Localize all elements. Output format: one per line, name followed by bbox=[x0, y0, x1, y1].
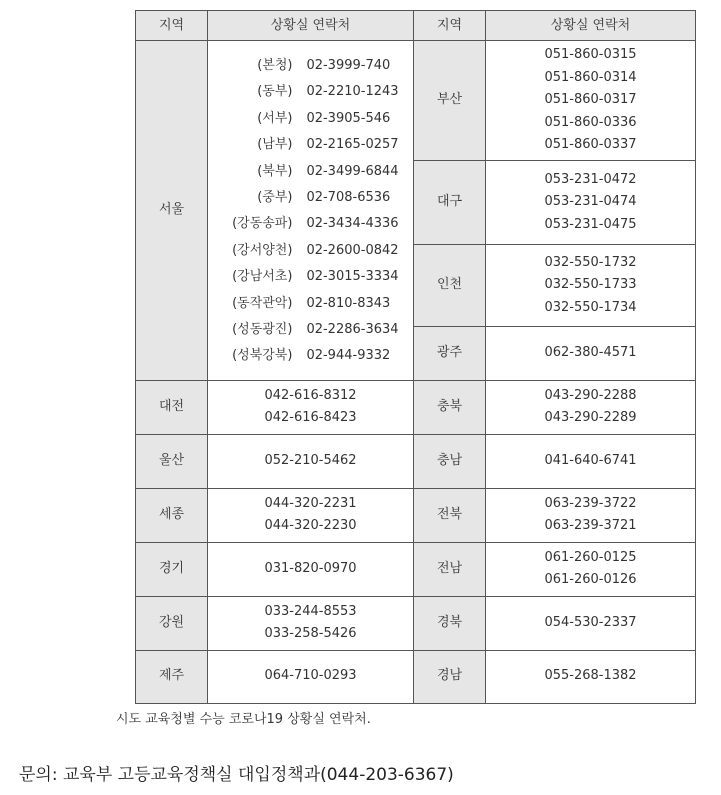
office-label: (서부) bbox=[257, 110, 293, 126]
phone-number: 032-550-1732 bbox=[544, 254, 637, 270]
region-phones bbox=[208, 650, 414, 703]
office-phone: 02-2210-1243 bbox=[306, 84, 399, 100]
region-phones bbox=[486, 245, 696, 327]
seoul-office-row bbox=[222, 211, 398, 237]
phone-number: 051-860-0336 bbox=[544, 114, 637, 130]
region-name: 전남 bbox=[414, 542, 486, 596]
phone-number: 042-616-8312 bbox=[264, 387, 357, 403]
phone-number: 044-320-2230 bbox=[264, 518, 357, 534]
phone-number: 033-244-8553 bbox=[264, 603, 357, 619]
office-phone: 02-2600-0842 bbox=[306, 242, 399, 258]
office-label: (성동광진) bbox=[232, 321, 293, 337]
phone-number: 033-258-5426 bbox=[264, 626, 357, 642]
region-phones bbox=[208, 434, 414, 488]
region-name: 울산 bbox=[136, 434, 208, 488]
table-row bbox=[136, 434, 696, 488]
office-label: (본청) bbox=[257, 58, 293, 73]
region-phones bbox=[486, 160, 696, 244]
region-phones bbox=[208, 380, 414, 434]
region-name: 부산 bbox=[414, 41, 486, 161]
contact-table bbox=[135, 10, 696, 704]
phone-number: 051-860-0317 bbox=[544, 92, 637, 108]
phone-number: 042-616-8423 bbox=[264, 410, 357, 426]
region-name-seoul: 서울 bbox=[136, 41, 208, 381]
office-label: (동부) bbox=[257, 84, 293, 100]
region-name: 강원 bbox=[136, 596, 208, 650]
region-phones bbox=[486, 434, 696, 488]
office-phone: 02-708-6536 bbox=[306, 189, 391, 205]
seoul-office-row bbox=[222, 317, 398, 343]
seoul-contacts bbox=[208, 41, 414, 381]
office-label: (북부) bbox=[257, 163, 293, 179]
phone-number: 052-210-5462 bbox=[264, 452, 357, 468]
phone-number: 054-530-2337 bbox=[544, 614, 637, 630]
phone-number: 053-231-0474 bbox=[544, 194, 637, 210]
region-name: 경북 bbox=[414, 596, 486, 650]
table-row bbox=[136, 596, 696, 650]
seoul-office-list bbox=[222, 41, 398, 380]
office-phone: 02-2165-0257 bbox=[306, 137, 399, 153]
region-phones bbox=[486, 41, 696, 161]
region-phones bbox=[486, 596, 696, 650]
phone-number: 053-231-0472 bbox=[544, 171, 637, 187]
seoul-office-row bbox=[222, 132, 398, 158]
phone-number: 051-860-0315 bbox=[544, 47, 637, 63]
office-phone: 02-2286-3634 bbox=[306, 321, 399, 337]
region-name: 전북 bbox=[414, 488, 486, 542]
table-header-row bbox=[136, 11, 696, 41]
region-name: 충북 bbox=[414, 380, 486, 434]
office-label: (남부) bbox=[257, 137, 293, 153]
phone-number: 061-260-0126 bbox=[544, 572, 637, 588]
region-name: 제주 bbox=[136, 650, 208, 703]
office-phone: 02-3434-4336 bbox=[306, 216, 399, 232]
seoul-office-row bbox=[222, 343, 398, 369]
region-name: 광주 bbox=[414, 327, 486, 380]
office-phone: 02-3015-3334 bbox=[306, 269, 399, 285]
seoul-office-row bbox=[222, 185, 398, 211]
phone-number: 053-231-0475 bbox=[544, 216, 637, 232]
region-phones bbox=[486, 542, 696, 596]
phone-number: 043-290-2289 bbox=[544, 410, 637, 426]
office-phone: 02-3905-546 bbox=[306, 110, 391, 126]
office-phone: 02-3499-6844 bbox=[306, 163, 399, 179]
region-phones bbox=[208, 488, 414, 542]
phone-number: 032-550-1734 bbox=[544, 299, 637, 315]
phone-number: 051-860-0314 bbox=[544, 69, 637, 85]
region-phones bbox=[486, 327, 696, 380]
region-name: 경남 bbox=[414, 650, 486, 703]
office-label: (강동송파) bbox=[232, 216, 293, 232]
region-phones bbox=[208, 596, 414, 650]
seoul-office-row bbox=[222, 159, 398, 185]
office-label: (강서양천) bbox=[232, 242, 293, 258]
office-phone: 02-3999-740 bbox=[306, 58, 391, 73]
inquiry-text: 문의: 교육부 고등교육정책실 대입정책과(044-203-6367) bbox=[19, 765, 454, 785]
table-caption: 시도 교육청별 수능 코로나19 상황실 연락처. bbox=[116, 712, 371, 727]
office-phone: 02-810-8343 bbox=[306, 295, 391, 311]
region-name: 대전 bbox=[136, 380, 208, 434]
phone-number: 051-860-0337 bbox=[544, 137, 637, 153]
seoul-office-row bbox=[222, 264, 398, 290]
region-phones bbox=[208, 542, 414, 596]
phone-number: 063-239-3721 bbox=[544, 518, 637, 534]
seoul-office-row bbox=[222, 291, 398, 317]
phone-number: 041-640-6741 bbox=[544, 452, 637, 468]
phone-number: 032-550-1733 bbox=[544, 277, 637, 293]
header-region: 지역 bbox=[136, 11, 208, 41]
phone-number: 031-820-0970 bbox=[264, 560, 357, 576]
table-row bbox=[136, 542, 696, 596]
office-label: (동작관악) bbox=[232, 295, 293, 311]
table-row bbox=[136, 650, 696, 703]
region-phones bbox=[486, 488, 696, 542]
office-label: (강남서초) bbox=[232, 269, 293, 285]
region-name: 충남 bbox=[414, 434, 486, 488]
phone-number: 055-268-1382 bbox=[544, 668, 637, 684]
region-name: 대구 bbox=[414, 160, 486, 244]
table-row bbox=[136, 488, 696, 542]
phone-number: 063-239-3722 bbox=[544, 495, 637, 511]
region-name: 세종 bbox=[136, 488, 208, 542]
region-name: 인천 bbox=[414, 245, 486, 327]
table-row bbox=[136, 380, 696, 434]
phone-number: 062-380-4571 bbox=[544, 345, 637, 361]
table-row bbox=[136, 41, 696, 161]
header-contact: 상황실 연락처 bbox=[486, 11, 696, 41]
seoul-office-row bbox=[222, 79, 398, 105]
header-contact: 상황실 연락처 bbox=[208, 11, 414, 41]
region-phones bbox=[486, 380, 696, 434]
phone-number: 043-290-2288 bbox=[544, 387, 637, 403]
seoul-office-row bbox=[222, 106, 398, 132]
region-phones bbox=[486, 650, 696, 703]
region-name: 경기 bbox=[136, 542, 208, 596]
phone-number: 061-260-0125 bbox=[544, 549, 637, 565]
seoul-office-row bbox=[222, 53, 398, 79]
office-label: (성북강북) bbox=[232, 348, 293, 364]
seoul-office-row bbox=[222, 238, 398, 264]
header-region: 지역 bbox=[414, 11, 486, 41]
phone-number: 064-710-0293 bbox=[264, 668, 357, 684]
phone-number: 044-320-2231 bbox=[264, 495, 357, 511]
office-phone: 02-944-9332 bbox=[306, 348, 391, 364]
office-label: (중부) bbox=[257, 189, 293, 205]
